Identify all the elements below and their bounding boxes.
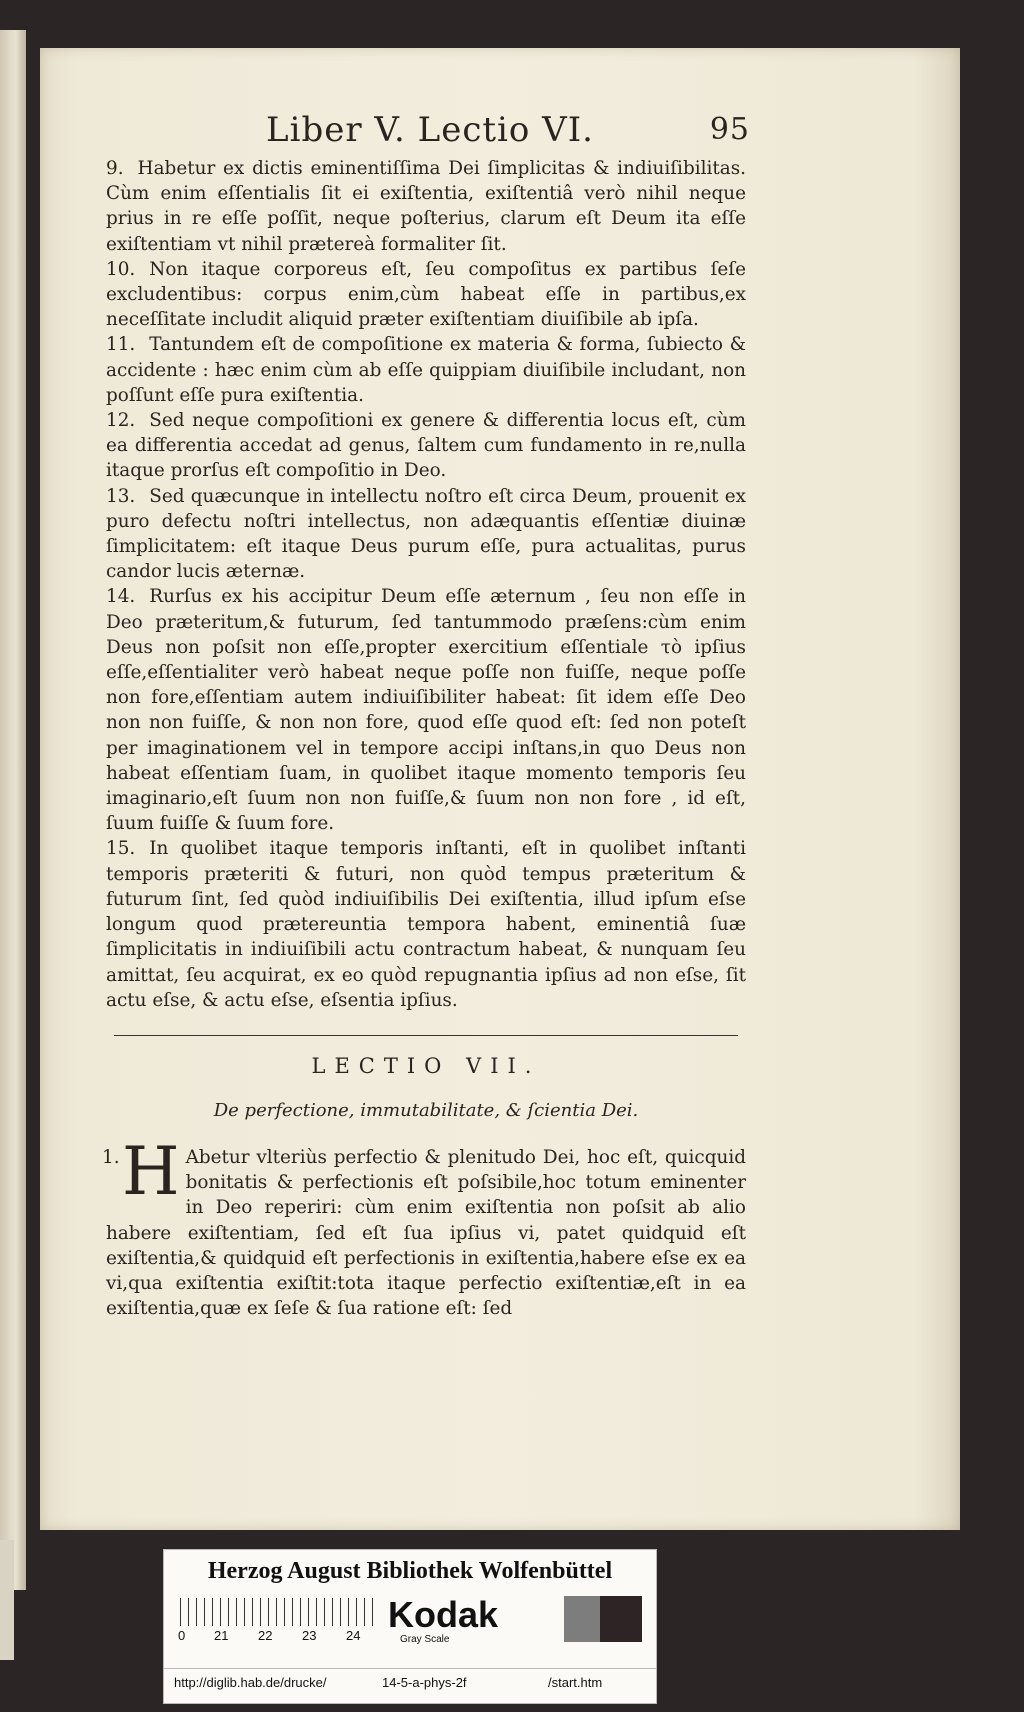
ruler-number: 23 (302, 1628, 317, 1643)
paragraph-number: 15. (106, 838, 136, 860)
paragraph-text: Non itaque corporeus eſt, ſeu compoſitus ex partibus ſeſe excludentibus: corpus enim,cùm habeat eſſe in partibus,ex neceſſitate includit aliquid præter exiſtentiam diuiſibile ab ipſa. (106, 258, 746, 331)
gray-scale-caption: Gray Scale (400, 1634, 450, 1645)
paragraph-number: 14. (106, 586, 136, 608)
paragraph-text: Abetur vlteriùs perfectio & plenitudo Dei, hoc eſt, quicquid bonitatis & perfectionis eſt poſsibile,hoc totum eminenter in Deo reperiri: cùm enim exiſtentia non poſsit ab alio habere exiſtentiam, ſed eſt ſua ipſius vi, patet quidquid eſt exiſtentia,& quidquid eſt perfectionis in exiſtentia,habere eſse ex ea vi,qua exiſtentia exiſtit:tota itaque perfectio exiſtentiæ,eſt in ea exiſtentia,quæ ex ſeſe & ſua ratione eſt: ſed (106, 1146, 746, 1320)
page-text-block (102, 110, 750, 1321)
adjacent-page-edge (0, 30, 26, 1590)
paragraph-number: 11. (106, 334, 136, 356)
ruler-number: 24 (346, 1628, 361, 1643)
running-title: Liber V. Lectio VI. (266, 110, 594, 150)
gray-patch (564, 1596, 600, 1642)
library-name: Herzog August Bibliothek Wolfenbüttel (207, 1558, 613, 1584)
url-row (164, 1668, 656, 1697)
paragraph-15 (106, 836, 746, 1012)
paragraph-text: Rurſus ex his accipitur Deum eſſe æternum , ſeu non eſſe in Deo præteritum,& futurum, ſed tantummodo præſens:cùm enim Deus non poſsit non eſſe,propter exercitium eſſentiale τὸ ipſius eſſe,eſſentialiter verò habeat neque poſſe non fuiſſe, neque poſſe non fore,eſſentiam autem indiuiſibiliter habeat: ſit idem eſſe Deo non non fuiſſe, & non non fore, quod eſſe quod eſt: ſed non poteſt per imaginationem vel in tempore accipi inſtans,in quo Deus non habeat eſſentiam ſuam, in quolibet itaque momento temporis ſeu imaginario,eſt ſuum non non fuiſſe,& ſuum non non fore , id eſt, ſuum fuiſſe & ſuum fore. (106, 586, 746, 835)
paragraph-number: 12. (106, 410, 136, 432)
paragraph-1 (102, 1132, 746, 1321)
dark-patch (600, 1596, 642, 1642)
ruler-number: 21 (214, 1628, 229, 1643)
drop-cap: H (122, 1132, 180, 1210)
color-target (178, 1594, 642, 1650)
paragraph-text: Sed quæcunque in intellectu noſtro eſt circa Deum, prouenit ex puro defectu noſtri intellectus, non adæquantis eſſentiæ diuinæ ſimplicitatem: eſt itaque Deus purum eſſe, pura actualitas, purus candor lucis æternæ. (106, 485, 746, 583)
paragraph-11 (106, 332, 746, 408)
ruler-number: 0 (178, 1628, 186, 1643)
paragraph-12 (106, 408, 746, 484)
url-base: http://diglib.hab.de/drucke/ (174, 1675, 327, 1690)
paragraph-10 (106, 257, 746, 333)
section-divider (114, 1035, 738, 1036)
running-head (106, 110, 750, 156)
ruler-number: 22 (258, 1628, 273, 1643)
paragraph-text: Habetur ex dictis eminentiſſima Dei ſimplicitas & indiuiſibilitas. Cùm enim eſſentialis ſit ei exiſtentia, exiſtentiâ verò nihil neque prius in re eſſe poſſit, neque poſterius, clarum eſt Deum ita eſſe exiſtentiam vt nihil prætereà formaliter ſit. (106, 158, 746, 255)
paragraph-number: 1. (102, 1146, 120, 1168)
url-suffix: /start.htm (548, 1675, 603, 1690)
paragraph-text: Sed neque compoſitioni ex genere & differentia locus eſt, cùm ea differentia accedat ad genus, ſaltem cum fundamento in re,nulla itaque prorſus eſt compoſitio in Deo. (106, 410, 746, 482)
paragraph-number: 9. (106, 158, 124, 179)
paragraph-9 (106, 156, 746, 257)
lectio-heading: LECTIO VII. (311, 1053, 541, 1078)
page-number: 95 (709, 112, 750, 147)
kodak-logo: Kodak (388, 1594, 499, 1635)
library-label (163, 1549, 657, 1704)
lectio-subtitle: De perfectione, immutabilitate, & ſcientia Dei. (213, 1099, 639, 1121)
paragraph-13 (106, 484, 746, 585)
ruler-scale (180, 1598, 380, 1626)
book-page (40, 48, 960, 1530)
paragraph-text: In quolibet itaque temporis inſtanti, eſt in quolibet inſtanti temporis præteriti & futuri, non quòd tempus præteritum & futurum ſint, ſed quòd indiuiſibilis Dei exiſtentia, illud ipſum eſse longum quod prætereuntia tempora habent, eminentiâ ſuæ ſimplicitatis in indiuiſibili actu contractum habeat, & nunquam ſeu amittat, ſeu acquirat, ex eo quòd repugnantia ipſius ad non eſse, ſit actu eſse, & actu eſse, eſsentia ipſius. (106, 838, 746, 1011)
paragraph-number: 10. (106, 258, 136, 280)
url-shelfmark: 14-5-a-phys-2f (382, 1675, 467, 1690)
paragraph-14 (106, 584, 746, 836)
paragraph-number: 13. (106, 485, 136, 507)
paragraph-text: Tantundem eſt de compoſitione ex materia & forma, ſubiecto & accidente : hæc enim cùm ab eſſe quippiam diuiſibile includant, non poſſunt eſſe pura exiſtentia. (106, 334, 746, 406)
adjacent-page-strip (0, 1540, 14, 1660)
